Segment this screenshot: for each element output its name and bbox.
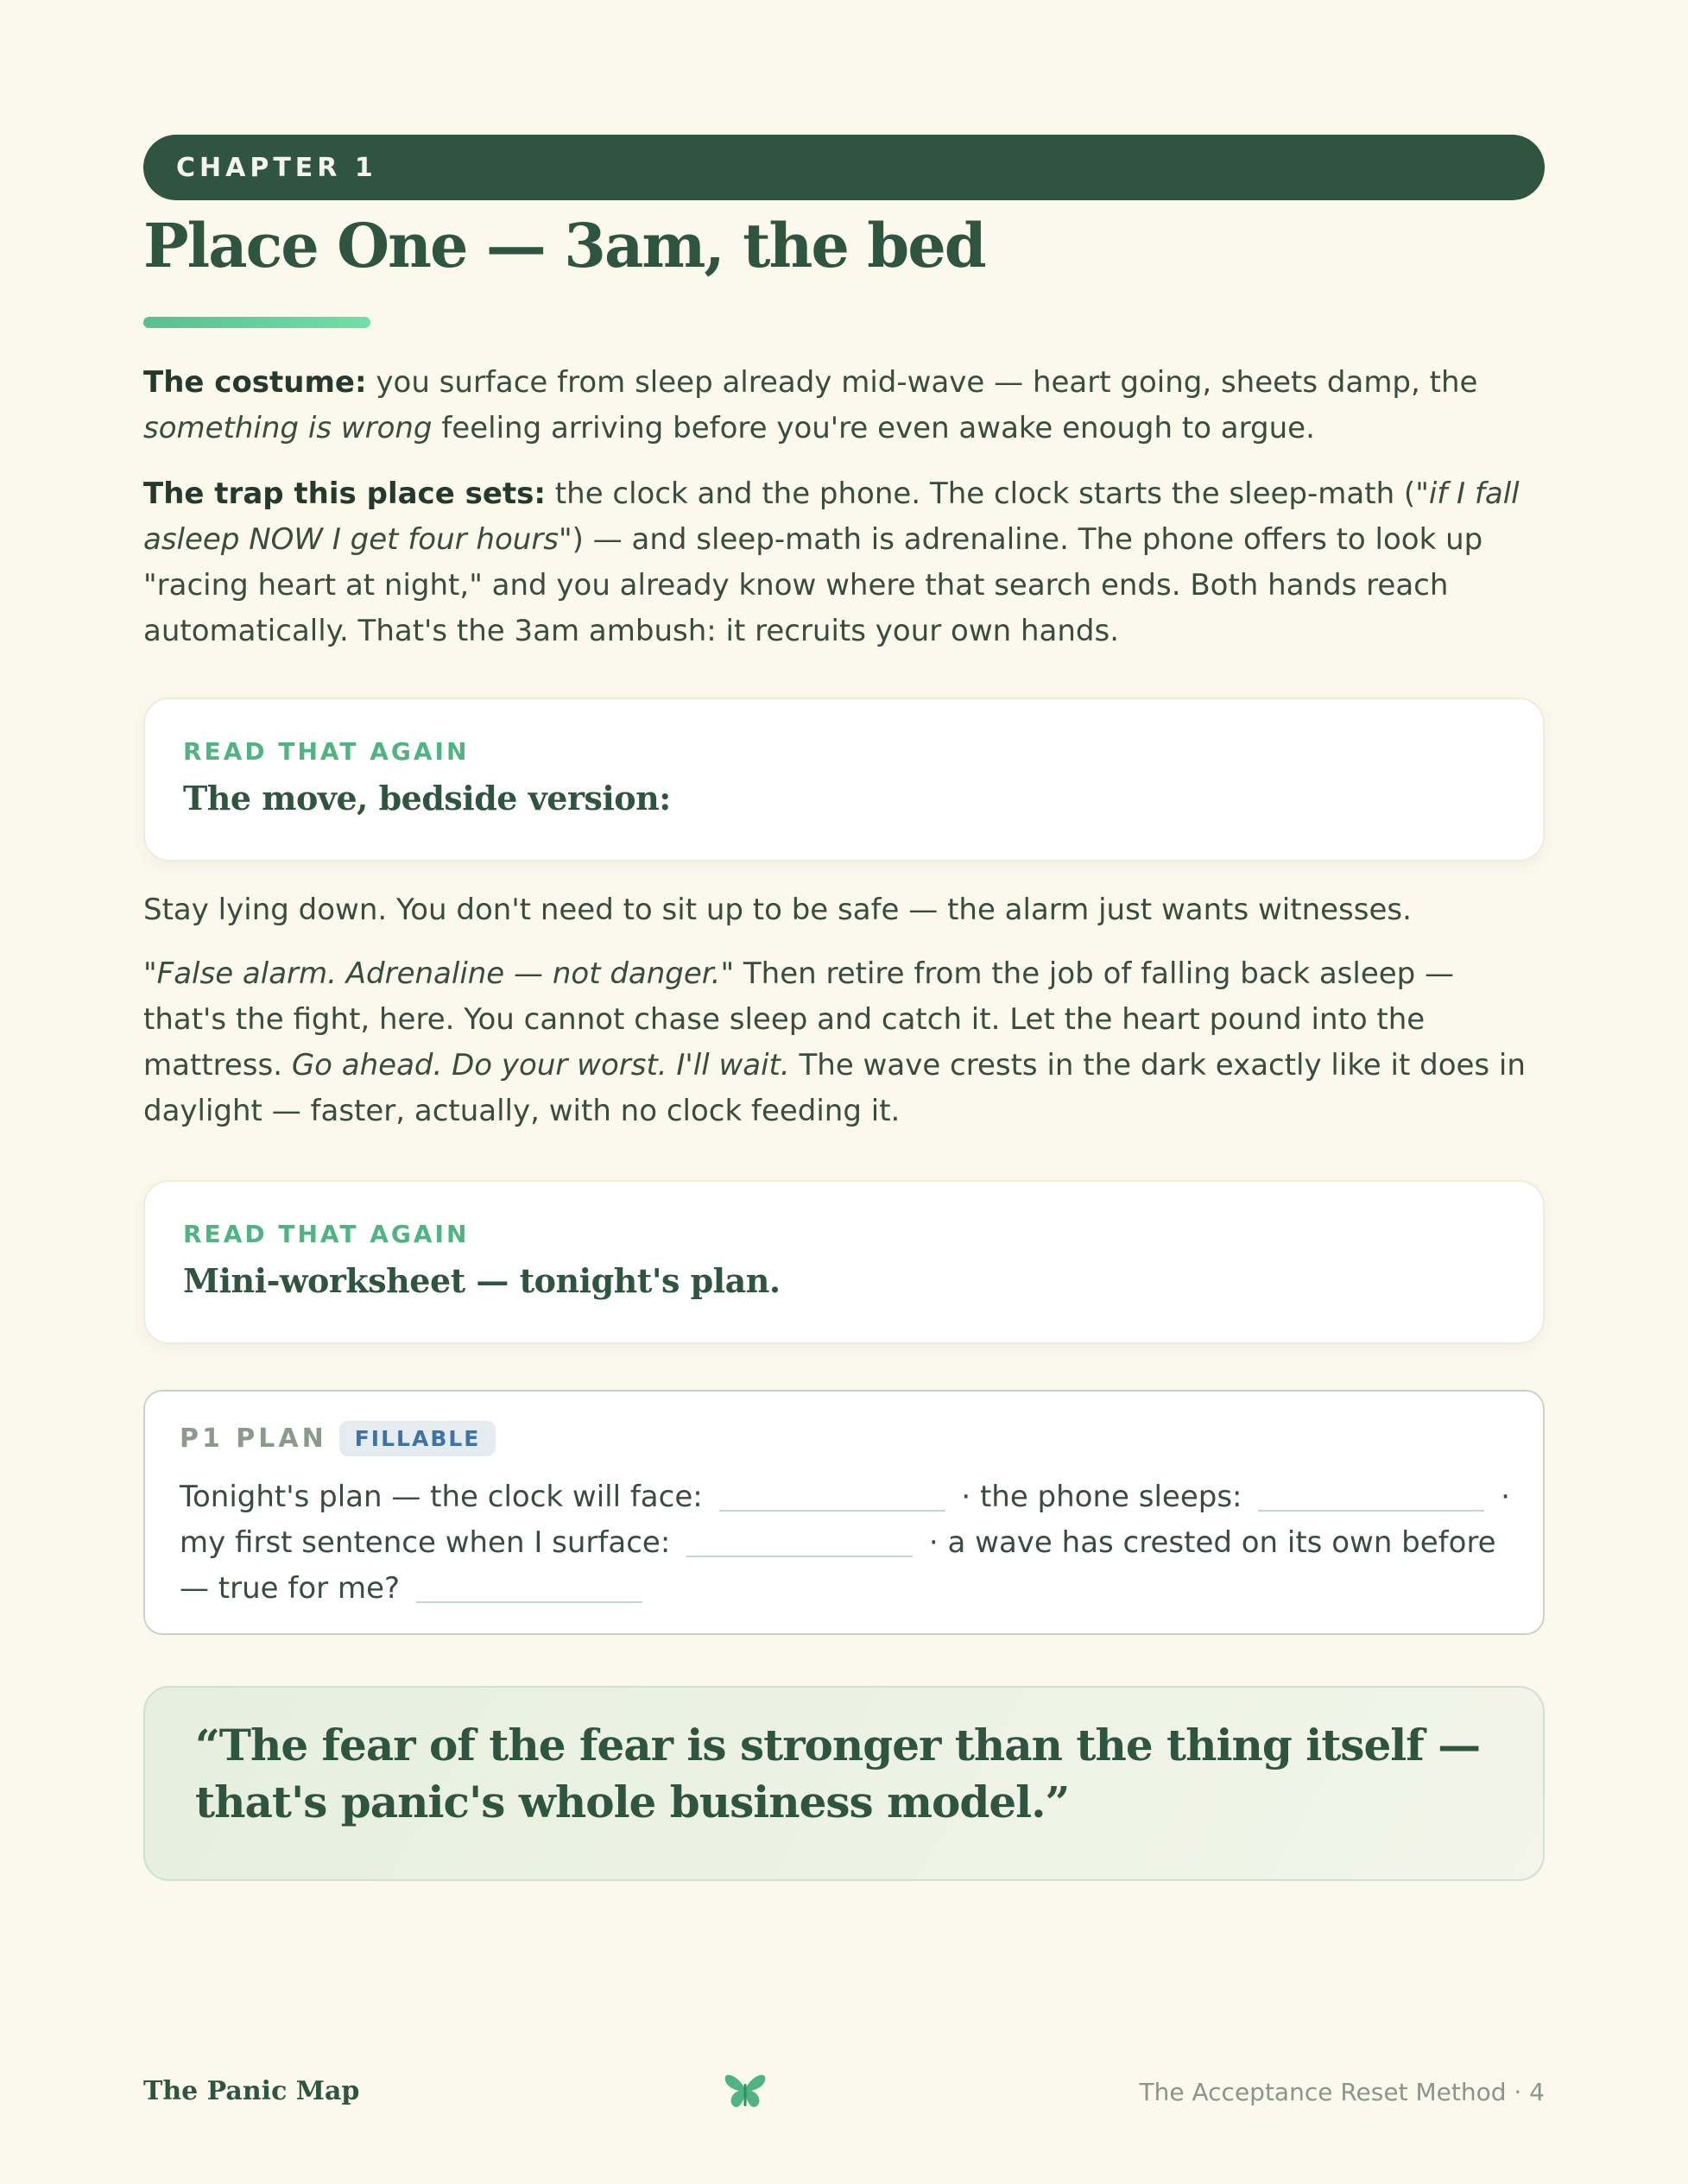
chapter-label: CHAPTER 1 [176, 152, 377, 183]
costume-emphasis: something is wrong [143, 411, 433, 445]
stay-paragraph: Stay lying down. You don't need to sit up to be safe — the alarm just wants witnesses. [143, 893, 1412, 927]
plan-prompt-wave: · a wave has crested on its own before — true for me? [180, 1525, 1496, 1606]
trap-paragraph [143, 471, 1545, 654]
costume-paragraph [143, 360, 1545, 451]
plan-prompt-sentence: · my first sentence when I surface: [180, 1480, 1510, 1560]
page-title: Place One — 3am, the bed [143, 210, 985, 281]
costume-lead: The costume: [143, 365, 367, 400]
trap-lead: The trap this place sets: [143, 477, 546, 511]
go-ahead-emphasis: Go ahead. Do your worst. I'll wait. [291, 1048, 790, 1083]
phone-sleeps-field[interactable] [1258, 1479, 1484, 1512]
plan-label: P1 PLAN [180, 1423, 327, 1454]
pull-quote-text: “The fear of the fear is stronger than the thing itself — that's panic's whole business model.” [195, 1720, 1481, 1827]
callout-heading: Mini-worksheet — tonight's plan. [183, 1261, 781, 1300]
trap-text-end: ) — and sleep-math is adrenaline. The phone offers to look up "racing heart at night," and you already know where that search ends. Both hands reach automatically. That's the 3am ambush: it recruits your own hands. [143, 522, 1483, 648]
footer-page-info: The Acceptance Reset Method · 4 [1139, 2078, 1545, 2106]
plan-worksheet [143, 1390, 1545, 1635]
wave-true-field[interactable] [416, 1570, 642, 1603]
callout-heading: The move, bedside version: [183, 779, 671, 817]
callout-card-move [143, 697, 1545, 862]
fillable-badge: FILLABLE [339, 1421, 496, 1456]
trap-emphasis: "if I fall asleep NOW I get four hours" [143, 477, 1520, 557]
plan-prompt-phone: · the phone sleeps: [951, 1480, 1252, 1514]
costume-text-end: feeling arriving before you're even awake enough to argue. [432, 411, 1315, 445]
false-alarm-text-end: The wave crests in the dark exactly like it does in daylight — faster, actually, with no clock feeding it. [143, 1048, 1526, 1128]
false-alarm-text: Then retire from the job of falling back asleep — that's the fight, here. You cannot chase sleep and catch it. Let the heart pound into the mattress. [143, 956, 1455, 1083]
callout-eyebrow: READ THAT AGAIN [183, 1220, 470, 1248]
trap-text: the clock and the phone. The clock starts the sleep-math ( [546, 477, 1416, 511]
first-sentence-field[interactable] [686, 1524, 913, 1557]
plan-header [180, 1421, 496, 1456]
pull-quote [143, 1686, 1545, 1881]
clock-face-field[interactable] [719, 1479, 945, 1512]
false-alarm-paragraph [143, 951, 1545, 1134]
title-underline [143, 317, 370, 328]
callout-card-worksheet [143, 1180, 1545, 1344]
footer-book-title: The Panic Map [143, 2076, 360, 2106]
callout-eyebrow: READ THAT AGAIN [183, 737, 470, 766]
butterfly-icon [722, 2072, 768, 2111]
costume-text: you surface from sleep already mid-wave — heart going, sheets damp, the [366, 365, 1478, 400]
plan-text [180, 1474, 1527, 1612]
chapter-banner [143, 135, 1545, 200]
plan-prompt-clock: Tonight's plan — the clock will face: [180, 1480, 712, 1514]
false-alarm-emphasis: "False alarm. Adrenaline — not danger." [143, 956, 735, 991]
